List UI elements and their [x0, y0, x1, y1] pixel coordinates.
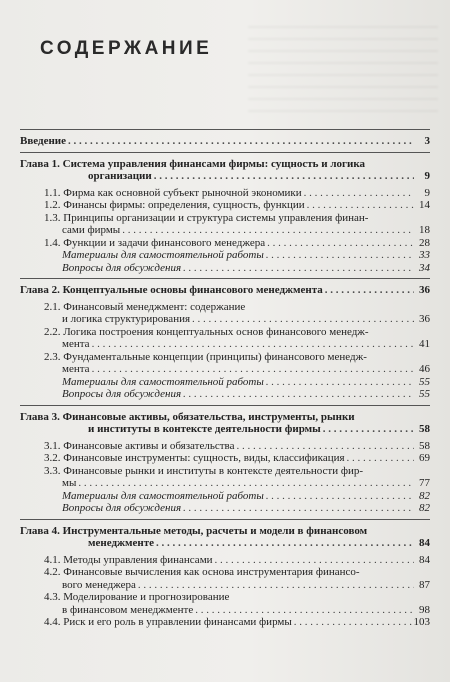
- section-title-line: 2.2. Логика построения концептуальных основ финансового менедж-: [44, 325, 369, 338]
- toc-section: [20, 465, 430, 490]
- toc-section: [20, 351, 430, 376]
- leader-dots: [215, 554, 414, 567]
- section-title-continuation: и логика структурирования: [62, 313, 191, 325]
- chapter-list: [20, 158, 430, 629]
- divider: [20, 152, 430, 153]
- chapter-block: [20, 411, 430, 520]
- table-of-contents: [20, 125, 430, 629]
- supplement-label: Материалы для самостоятельной работы: [62, 249, 264, 261]
- toc-page-number: 28: [419, 236, 430, 249]
- chapter-title-continuation: менеджменте: [88, 537, 154, 549]
- section-title-line: 3.2. Финансовые инструменты: сущность, виды, классификация: [44, 452, 345, 464]
- leader-dots: [304, 187, 414, 200]
- leader-dots: [183, 262, 414, 275]
- leader-dots: [183, 502, 414, 515]
- toc-section: [20, 566, 430, 591]
- leader-dots: [195, 604, 414, 617]
- leader-dots: [92, 363, 414, 376]
- section-title-line: 1.3. Принципы организации и структура системы управления финан-: [44, 211, 369, 224]
- toc-page-number: 87: [419, 578, 430, 591]
- toc-chapter: [20, 158, 430, 183]
- toc-section: [20, 591, 430, 616]
- toc-section: [20, 212, 430, 237]
- section-title-line: 2.1. Финансовый менеджмент: содержание: [44, 300, 246, 313]
- section-title-line: 1.2. Финансы фирмы: определения, сущность, функции: [44, 199, 305, 211]
- leader-dots: [183, 388, 414, 401]
- divider: [20, 405, 430, 406]
- leader-dots: [138, 579, 414, 592]
- leader-dots: [347, 452, 414, 465]
- section-title-continuation: в финансовом менеджменте: [62, 603, 194, 616]
- chapter-title-continuation: организации: [88, 170, 152, 182]
- toc-page-number: 9: [424, 186, 430, 199]
- toc-supplement-item: [20, 249, 430, 262]
- toc-page-number: 103: [413, 616, 430, 628]
- toc-page-number: 77: [419, 477, 430, 489]
- toc-page-number: 46: [419, 363, 430, 375]
- leader-dots: [122, 224, 414, 237]
- toc-page-number: 18: [419, 224, 430, 236]
- toc-supplement-item: [20, 502, 430, 515]
- leader-dots: [323, 423, 414, 436]
- supplement-label: Материалы для самостоятельной работы: [62, 375, 264, 388]
- toc-page-number: 84: [419, 537, 430, 549]
- toc-page-number: 55: [419, 375, 430, 388]
- toc-section: [20, 452, 430, 465]
- leader-dots: [236, 440, 414, 453]
- toc-page-number: 58: [419, 423, 430, 435]
- toc-page-number: 98: [419, 603, 430, 616]
- chapter-title-continuation: и институты в контексте деятельности фирмы: [88, 423, 321, 435]
- leader-dots: [78, 477, 414, 490]
- toc-section: [20, 237, 430, 250]
- leader-dots: [92, 338, 414, 351]
- toc-page-number: 84: [419, 553, 430, 566]
- divider: [20, 278, 430, 279]
- supplement-label: Материалы для самостоятельной работы: [62, 489, 264, 502]
- toc-page-number: 34: [419, 261, 430, 274]
- leader-dots: [266, 376, 414, 389]
- section-title-continuation: вого менеджера: [62, 578, 136, 591]
- section-title-line: 4.4. Риск и его роль в управлении финансами фирмы: [44, 616, 292, 628]
- leader-dots: [154, 170, 414, 183]
- section-title-continuation: мента: [62, 338, 90, 350]
- toc-chapter: [20, 284, 430, 297]
- section-title-line: 1.4. Функции и задачи финансового менеджера: [44, 236, 266, 249]
- bleed-through-text: [248, 26, 438, 116]
- supplement-label: Вопросы для обсуждения: [62, 388, 182, 400]
- toc-chapter: [20, 411, 430, 436]
- toc-page-number: 36: [419, 313, 430, 325]
- section-title-continuation: мы: [62, 477, 77, 489]
- divider: [20, 129, 430, 130]
- toc-page-number: 3: [424, 135, 430, 147]
- chapter-block: [20, 525, 430, 629]
- toc-supplement-item: [20, 376, 430, 389]
- chapter-title-line: Глава 1. Система управления финансами фирмы: сущность и логика: [20, 157, 366, 170]
- toc-page-number: 82: [419, 502, 430, 514]
- toc-section: [20, 326, 430, 351]
- divider: [20, 519, 430, 520]
- toc-section: [20, 440, 430, 453]
- leader-dots: [267, 237, 414, 250]
- toc-section: [20, 616, 430, 629]
- leader-dots: [156, 537, 414, 550]
- toc-supplement-item: [20, 490, 430, 503]
- toc-intro: [20, 135, 430, 148]
- toc-section: [20, 187, 430, 200]
- leader-dots: [307, 199, 414, 212]
- toc-page-number: 14: [419, 199, 430, 211]
- leader-dots: [294, 616, 412, 629]
- toc-page-number: 58: [419, 439, 430, 452]
- section-title-line: 3.3. Финансовые рынки и институты в контексте деятельности фир-: [44, 464, 364, 477]
- toc-page-number: 33: [419, 249, 430, 261]
- toc-section: [20, 199, 430, 212]
- toc-page-number: 36: [419, 284, 430, 296]
- chapter-title-line: Глава 3. Финансовые активы, обязательства, инструменты, рынки: [20, 410, 355, 423]
- toc-page-number: 41: [419, 338, 430, 350]
- toc-chapter: [20, 525, 430, 550]
- section-title-line: 4.1. Методы управления финансами: [44, 553, 213, 566]
- section-title-line: 4.2. Финансовые вычисления как основа инструментария финансо-: [44, 566, 360, 578]
- page-title: СОДЕРЖАНИЕ: [40, 38, 213, 59]
- chapter-title-line: Глава 4. Инструментальные методы, расчеты и модели в финансовом: [20, 524, 368, 537]
- toc-section: [20, 554, 430, 567]
- toc-supplement-item: [20, 388, 430, 401]
- leader-dots: [325, 284, 414, 297]
- chapter-block: [20, 284, 430, 406]
- chapter-title-line: Глава 2. Концептуальные основы финансового менеджмента: [20, 284, 323, 296]
- toc-supplement-item: [20, 262, 430, 275]
- leader-dots: [192, 313, 414, 326]
- section-title-continuation: сами фирмы: [62, 224, 121, 236]
- toc-page-number: 55: [419, 388, 430, 400]
- section-title-line: 1.1. Фирма как основной субъект рыночной экономики: [44, 186, 302, 199]
- chapter-block: [20, 158, 430, 280]
- toc-intro-label: Введение: [20, 135, 67, 147]
- leader-dots: [68, 135, 414, 148]
- toc-page-number: 82: [419, 489, 430, 502]
- toc-page-number: 9: [424, 170, 430, 182]
- section-title-continuation: мента: [62, 363, 90, 375]
- section-title-line: 3.1. Финансовые активы и обязательства: [44, 439, 235, 452]
- supplement-label: Вопросы для обсуждения: [62, 502, 182, 514]
- leader-dots: [266, 490, 414, 503]
- toc-page-number: 69: [419, 452, 430, 464]
- toc-section: [20, 301, 430, 326]
- section-title-line: 4.3. Моделирование и прогнозирование: [44, 591, 230, 603]
- leader-dots: [266, 249, 414, 262]
- section-title-line: 2.3. Фундаментальные концепции (принципы) финансового менедж-: [44, 350, 367, 363]
- supplement-label: Вопросы для обсуждения: [62, 261, 182, 274]
